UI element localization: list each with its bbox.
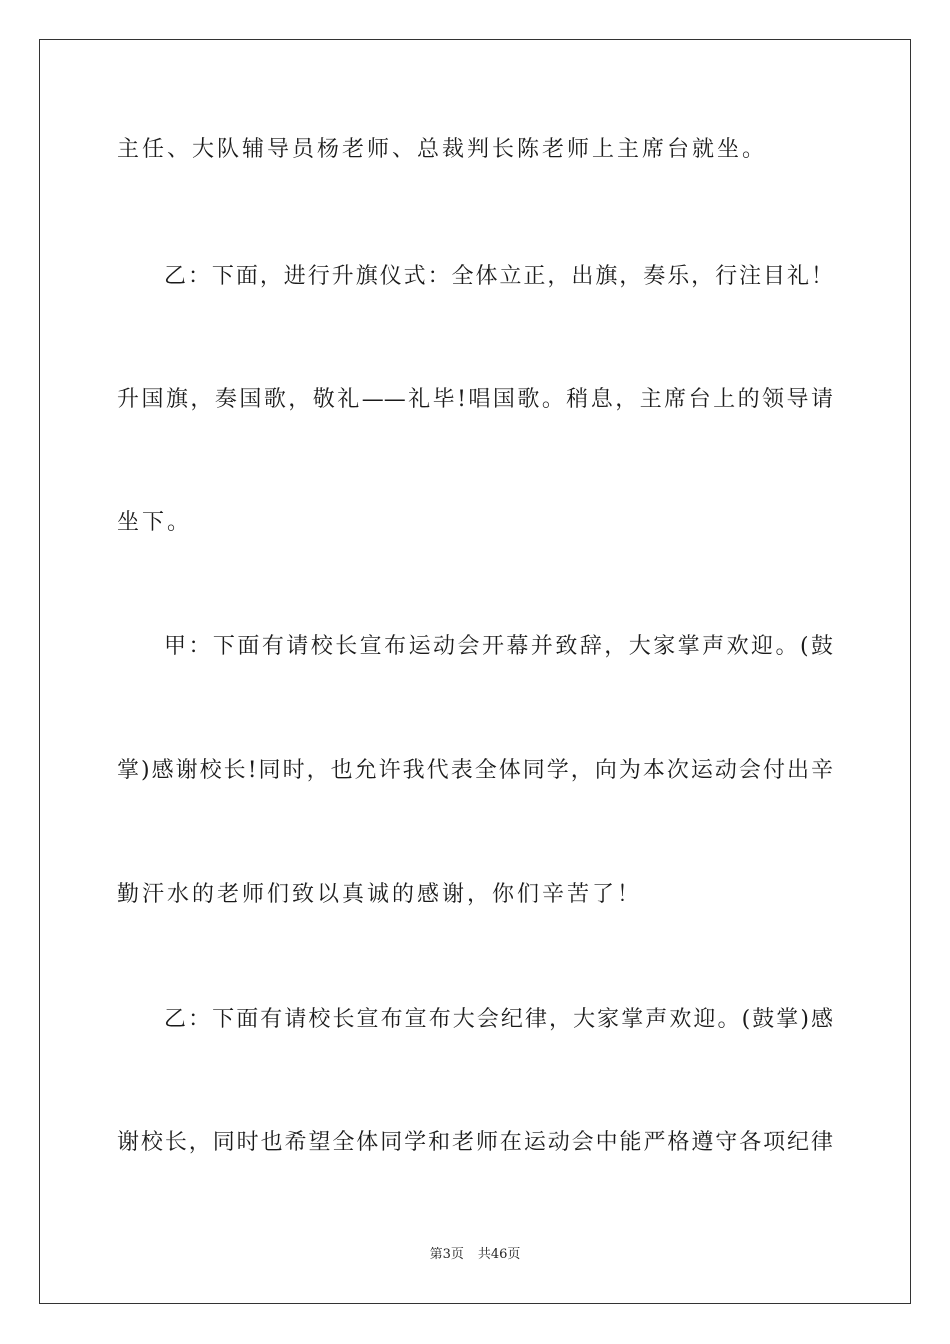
paragraph-line: 乙：下面有请校长宣布宣布大会纪律，大家掌声欢迎。(鼓掌)感 — [164, 1007, 833, 1032]
page-border — [39, 39, 911, 1304]
paragraph-line: 坐下。 — [117, 510, 193, 535]
paragraph-line: 乙：下面，进行升旗仪式：全体立正，出旗，奏乐，行注目礼！ — [164, 264, 833, 289]
page-total: 共46页 — [477, 1247, 521, 1262]
page-footer — [0, 1245, 950, 1265]
paragraph-line: 升国旗，奏国歌，敬礼——礼毕!唱国歌。稍息，主席台上的领导请 — [117, 387, 833, 412]
paragraph-line: 掌)感谢校长!同时，也允许我代表全体同学，向为本次运动会付出辛 — [117, 758, 833, 783]
paragraph-line: 谢校长，同时也希望全体同学和老师在运动会中能严格遵守各项纪律 — [117, 1130, 833, 1155]
page-number: 第3页 — [429, 1247, 464, 1262]
paragraph-line: 主任、大队辅导员杨老师、总裁判长陈老师上主席台就坐。 — [117, 137, 768, 162]
paragraph-line: 勤汗水的老师们致以真诚的感谢，你们辛苦了！ — [117, 882, 643, 907]
paragraph-line: 甲：下面有请校长宣布运动会开幕并致辞，大家掌声欢迎。(鼓 — [164, 634, 833, 659]
